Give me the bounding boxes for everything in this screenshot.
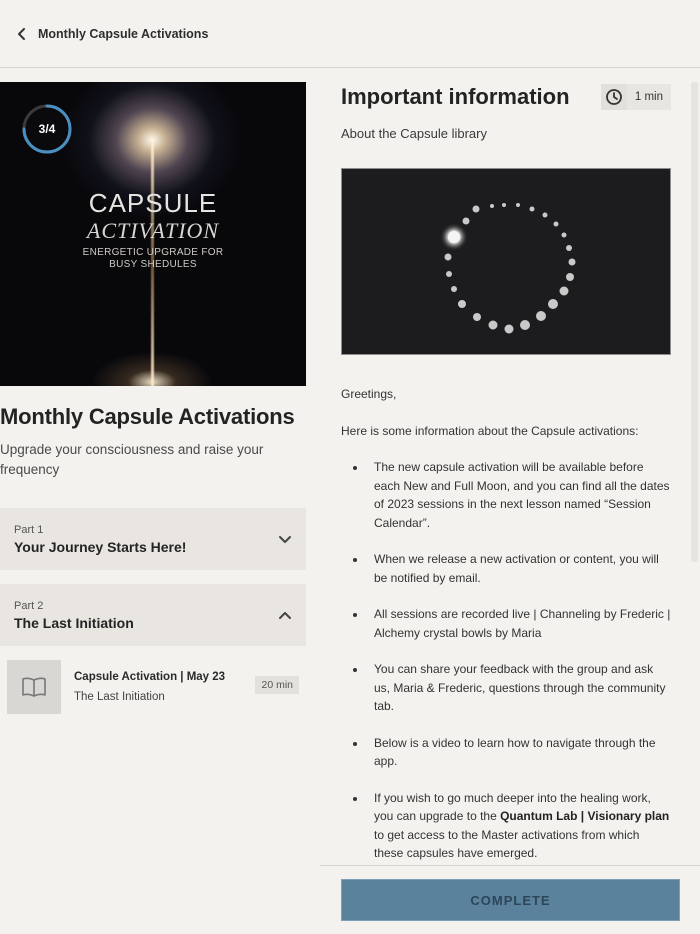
list-item: Below is a video to learn how to navigate through the app. [341, 734, 671, 771]
lesson-content-title: Important information [341, 84, 570, 109]
part-2-accordion[interactable] [0, 584, 306, 646]
chevron-down-icon [278, 534, 292, 544]
lesson-body [341, 385, 671, 863]
list-item: You can share your feedback with the group and ask us, Maria & Frederic, questions through the community tab. [341, 660, 671, 716]
lesson-item[interactable] [0, 659, 306, 715]
upgrade-plan-name: Quantum Lab | Visionary plan [500, 809, 670, 823]
part-name: Your Journey Starts Here! [14, 538, 187, 555]
complete-button[interactable]: COMPLETE [341, 879, 680, 921]
lesson-content-subtitle: About the Capsule library [341, 126, 487, 141]
info-list [341, 458, 671, 863]
lesson-thumbnail [7, 660, 61, 714]
course-panel [0, 82, 306, 715]
cover-subtitle-line: BUSY SHEDULES [109, 259, 197, 270]
part-label: Part 2 [14, 599, 44, 612]
lesson-scroll-area[interactable] [341, 68, 671, 865]
scrollbar[interactable] [691, 82, 698, 562]
back-button[interactable] [16, 27, 208, 41]
chevron-up-icon [278, 610, 292, 620]
list-item: When we release a new activation or content, you will be notified by email. [341, 550, 671, 587]
list-text: to get access to the Master activations from which these capsules have emerged. [374, 827, 640, 860]
clock-icon [605, 88, 623, 106]
course-description: Upgrade your consciousness and raise your frequency [0, 442, 264, 477]
top-bar [0, 0, 700, 68]
part-label: Part 1 [14, 523, 44, 536]
progress-ring [21, 103, 73, 155]
lesson-subtitle: The Last Initiation [74, 691, 165, 703]
list-text: If you wish to go much deeper into the healing work, you can upgrade to the [374, 790, 651, 823]
moon-phases-icon [342, 169, 671, 355]
lesson-title: Capsule Activation | May 23 [74, 671, 226, 683]
lesson-duration-badge: 20 min [255, 676, 299, 694]
list-item: All sessions are recorded live | Channeling by Frederic | Alchemy crystal bowls by Maria [341, 605, 671, 642]
moon-phases-image [341, 168, 671, 355]
cover-subtitle [0, 247, 306, 271]
cover-title: CAPSULE [88, 188, 218, 218]
cover-title-italic: ACTIVATION [86, 218, 220, 243]
lesson-content-panel [320, 68, 700, 934]
list-item [341, 789, 671, 863]
cover-subtitle-line: ENERGETIC UPGRADE FOR [82, 247, 224, 258]
list-item: The new capsule activation will be available before each New and Full Moon, and you can find all the dates of 2023 sessions in the next lesson named “Session Calendar”. [341, 458, 671, 532]
intro-text: Here is some information about the Capsule activations: [341, 423, 639, 438]
back-title: Monthly Capsule Activations [38, 26, 209, 41]
part-name: The Last Initiation [14, 614, 134, 631]
part-1-accordion[interactable] [0, 508, 306, 570]
duration-badge [601, 84, 671, 110]
course-cover-image [0, 82, 306, 386]
course-title: Monthly Capsule Activations [0, 404, 295, 429]
greeting-text: Greetings, [341, 387, 397, 401]
chevron-left-icon [16, 27, 28, 41]
progress-label: 3/4 [38, 122, 56, 136]
duration-text: 1 min [634, 91, 663, 103]
book-icon [20, 675, 48, 699]
lesson-footer [320, 865, 700, 934]
